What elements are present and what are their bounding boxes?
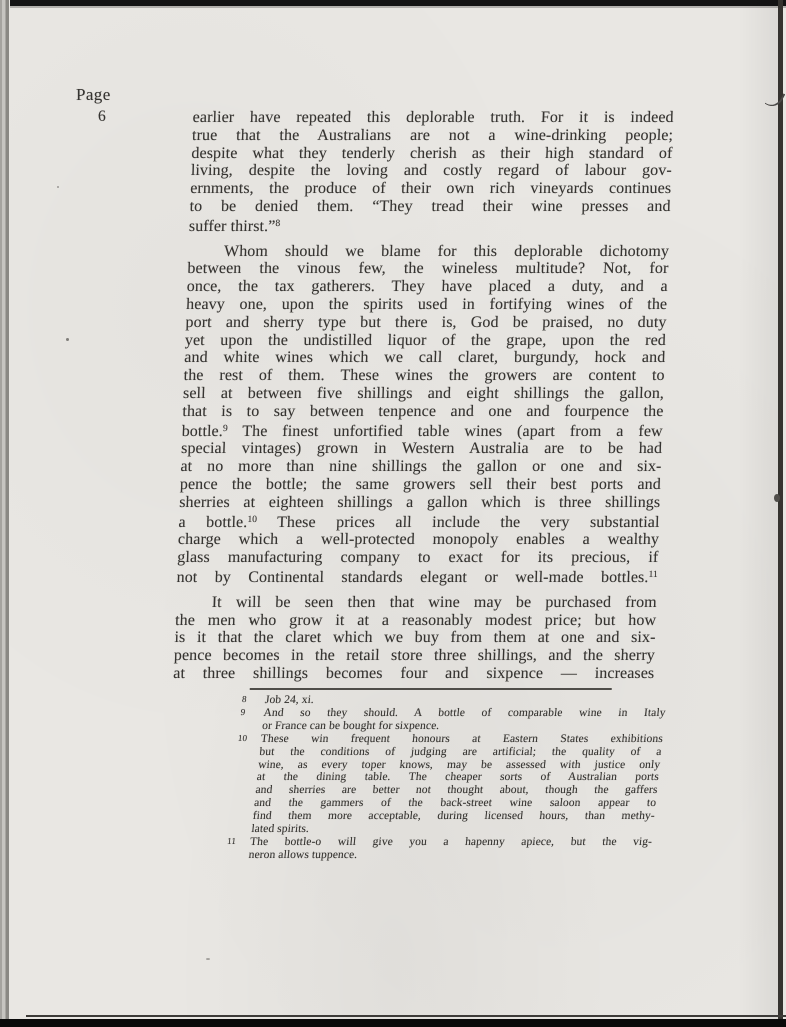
text-line: a bottle.$^{10}$ These prices all include the very substantial [178, 513, 660, 531]
text-line: at no more than nine shillings the gallon or one and six- [180, 458, 662, 476]
text-line: true that the Australians are not a wine-drinking people; [191, 126, 674, 144]
page-header [76, 85, 111, 126]
text-line: the rest of them. These wines the growers are content to [183, 367, 665, 385]
footnote-line: but the conditions of judging are artificial; the quality of a [258, 745, 663, 758]
scan-bottom-edge [0, 1019, 786, 1027]
text-line: It will be seen then that wine may be purchased from [211, 593, 658, 611]
scan-bottom-line [26, 1015, 786, 1017]
text-column [167, 109, 674, 861]
page-number: 6 [98, 108, 107, 125]
text-line: port and sherry type but there is, God be praised, no duty [185, 313, 667, 331]
text-line: bottle.$^9$ The finest unfortified table wines (apart from a few [181, 422, 664, 440]
footnote-line: wine, as every toper knows, may be assessed with justice only [257, 758, 661, 771]
footnote [241, 693, 667, 707]
text-line: charge which a well-protected monopoly enables a wealthy [177, 531, 660, 549]
text-line: living, despite the loving and costly regard of labour gov- [190, 162, 673, 180]
text-line: to be denied them. “They tread their wine presses and [189, 197, 671, 215]
text-line: is it that the claret which we buy from them at one and six- [174, 629, 656, 647]
text-line: heavy one, upon the spirits used in fortifying wines of the [185, 295, 668, 313]
footnote-line: find them more acceptable, during licensed hours, than methy- [252, 809, 656, 822]
footnote-line: 11 The bottle-o will give you a hapenny apiece, but the vig- [226, 835, 653, 848]
text-line: the men who grow it at a reasonably modest price; but how [174, 611, 657, 629]
scan-left-edge [0, 0, 10, 1027]
footnote-ref: 9 [222, 423, 228, 434]
scan-top-edge [0, 0, 786, 6]
paragraph [176, 243, 669, 587]
footnote-line: at the dining table. The cheaper sorts of Australian ports [256, 771, 660, 784]
text-line: at three shillings becomes four and sixpence — increases [172, 664, 655, 682]
body-paragraphs [173, 109, 674, 683]
text-line: between the vinous few, the wineless multitude? Not, for [187, 260, 669, 278]
text-line: Whom should we blame for this deplorable dichotomy [223, 242, 670, 260]
footnote-separator [250, 688, 612, 690]
page-label: Page [76, 85, 111, 104]
footnote-number: 8 [241, 693, 248, 704]
scan-speck [57, 186, 59, 188]
text-line: that is to say between tenpence and one and fourpence the [182, 402, 664, 420]
footnote-number: 10 [237, 732, 248, 743]
text-line: not by Continental standards elegant or well-made bottles.$^{11}$ [176, 568, 658, 586]
footnote-line: 8 Job 24, xi. [241, 693, 315, 706]
text-line: sherries at eighteen shillings a gallon which is three shillings [178, 493, 661, 511]
footnote-number: 11 [226, 835, 237, 846]
footnote [240, 706, 667, 733]
footnote-ref: 8 [275, 218, 281, 229]
footnotes-list [226, 693, 668, 862]
scan-right-edge [778, 0, 783, 1027]
footnote-ref: 11 [648, 569, 658, 580]
text-line: sell at between five shillings and eight shillings the gallon, [182, 384, 665, 402]
text-line: special vintages) grown in Western Australia are to be had [180, 440, 663, 458]
footnote [232, 732, 664, 835]
footnote-number: 9 [240, 706, 246, 717]
text-line: ernments, the produce of their own rich vineyards continues [189, 180, 672, 198]
footnote-line: lated spirits. [250, 822, 310, 835]
text-line: suffer thirst.”$^8$ [188, 217, 281, 235]
footnote [226, 835, 653, 862]
footnote-ref: 10 [247, 514, 258, 525]
scan-speck [206, 958, 210, 960]
scan-speck [66, 338, 69, 341]
text-line: yet upon the undistilled liquor of the grape, upon the red [184, 331, 667, 349]
text-line: pence becomes in the retail store three shillings, and the sherry [173, 647, 656, 665]
scan-right-shadow [738, 0, 778, 1027]
footnote-line: neron allows tuppence. [248, 848, 358, 861]
paragraph [189, 109, 674, 236]
footnote-line: 10 These win frequent honours at Eastern States exhibitions [237, 732, 664, 745]
text-line: once, the tax gatherers. They have placed a duty, and a [186, 278, 669, 296]
text-line: and white wines which we call claret, burgundy, hock and [184, 349, 666, 367]
footnote-line: or France can be bought for sixpence. [261, 719, 440, 732]
footnote-line: and the gammers of the back-street wine saloon appear to [253, 796, 657, 809]
paragraph [173, 594, 657, 683]
text-line: earlier have repeated this deplorable truth. For it is indeed [192, 109, 674, 126]
text-line: glass manufacturing company to exact for its precious, if [177, 549, 659, 567]
scan-speck [774, 494, 780, 502]
footnote-line: 9 And so they should. A bottle of comparable wine in Italy [240, 706, 667, 719]
text-line: despite what they tenderly cherish as their high standard of [191, 144, 673, 162]
text-line: pence the bottle; the same growers sell their best ports and [179, 475, 662, 493]
footnote-line: and sherries are better not thought about, though the gaffers [254, 784, 659, 797]
